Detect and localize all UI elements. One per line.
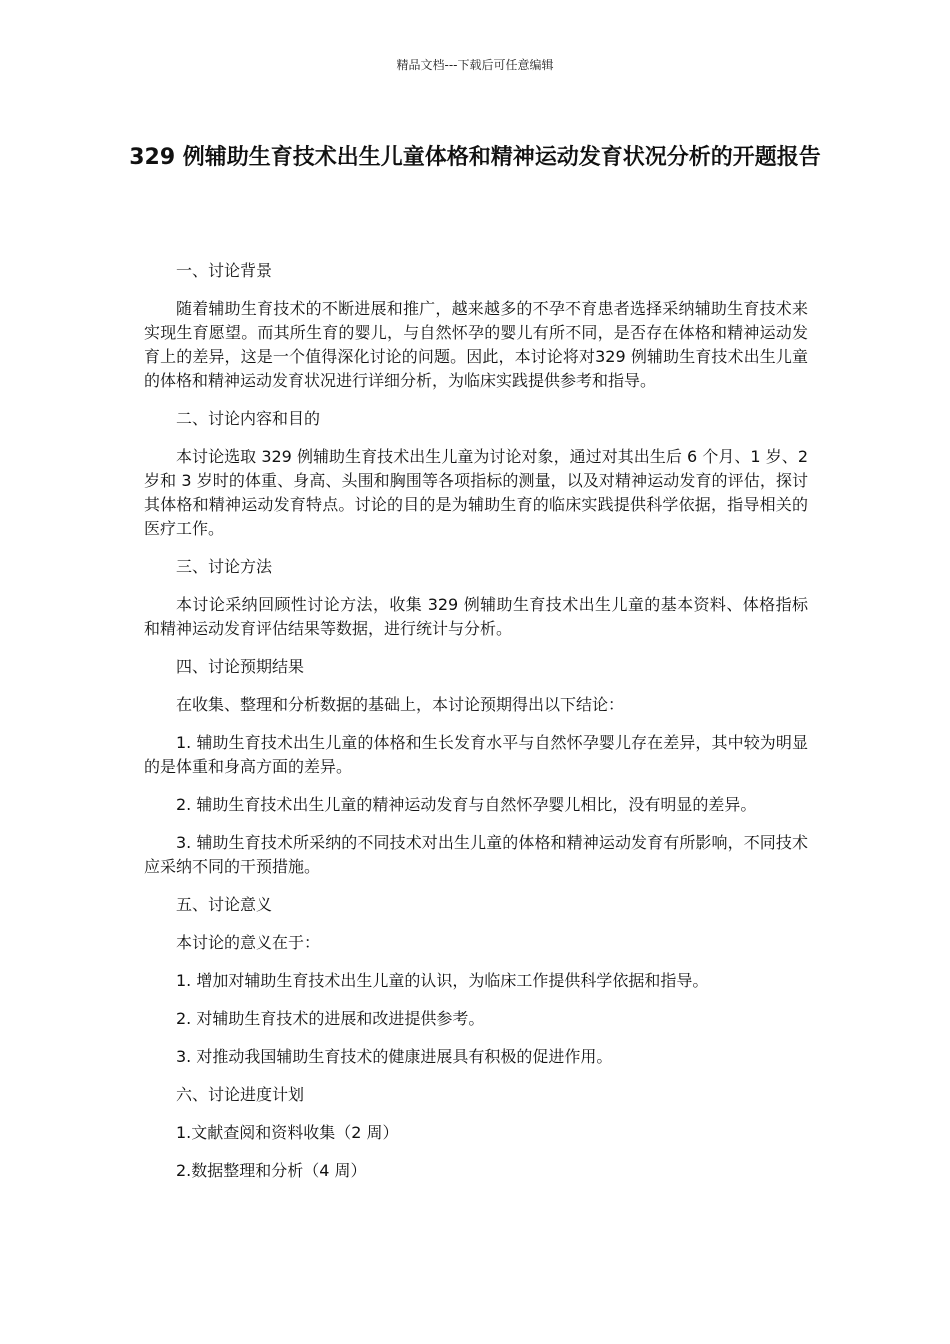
paragraph: 本讨论选取 329 例辅助生育技术出生儿童为讨论对象，通过对其出生后 6 个月、1 岁、2 岁和 3 岁时的体重、身高、头围和胸围等各项指标的测量，以及对精神运动发育的评估，探讨其体格和精神运动发育特点。讨论的目的是为辅助生育的临床实践提供科学依据，指导相关的医疗工作。 xyxy=(144,447,808,538)
paragraph: 随着辅助生育技术的不断进展和推广，越来越多的不孕不育患者选择采纳辅助生育技术来实现生育愿望。而其所生育的婴儿，与自然怀孕的婴儿有所不同，是否存在体格和精神运动发育上的差异，这是一个值得深化讨论的问题。因此，本讨论将对329 例辅助生育技术出生儿童的体格和精神运动发育状况进行详细分析，为临床实践提供参考和指导。 xyxy=(144,299,808,390)
header-note: 精品文档---下载后可任意编辑 xyxy=(396,58,554,72)
list-item: 1. 辅助生育技术出生儿童的体格和生长发育水平与自然怀孕婴儿存在差异，其中较为明显的是体重和身高方面的差异。 xyxy=(144,733,808,776)
paragraph: 本讨论的意义在于： xyxy=(176,933,321,952)
list-item: 1. 增加对辅助生育技术出生儿童的认识，为临床工作提供科学依据和指导。 xyxy=(176,971,709,990)
document-title: 329 例辅助生育技术出生儿童体格和精神运动发育状况分析的开题报告 xyxy=(129,145,821,170)
section-heading-background: 一、讨论背景 xyxy=(176,261,273,280)
section-heading-expected-results: 四、讨论预期结果 xyxy=(176,657,305,676)
section-heading-schedule: 六、讨论进度计划 xyxy=(176,1085,305,1104)
list-item: 3. 对推动我国辅助生育技术的健康进展具有积极的促进作用。 xyxy=(176,1047,613,1066)
section-heading-content-purpose: 二、讨论内容和目的 xyxy=(176,409,321,428)
document-body xyxy=(144,259,808,1197)
list-item: 2.数据整理和分析（4 周） xyxy=(176,1161,367,1180)
paragraph: 本讨论采纳回顾性讨论方法，收集 329 例辅助生育技术出生儿童的基本资料、体格指标和精神运动发育评估结果等数据，进行统计与分析。 xyxy=(144,595,808,638)
list-item: 2. 对辅助生育技术的进展和改进提供参考。 xyxy=(176,1009,485,1028)
list-item: 1.文献查阅和资料收集（2 周） xyxy=(176,1123,399,1142)
section-heading-method: 三、讨论方法 xyxy=(176,557,273,576)
paragraph: 在收集、整理和分析数据的基础上，本讨论预期得出以下结论： xyxy=(176,695,625,714)
list-item: 3. 辅助生育技术所采纳的不同技术对出生儿童的体格和精神运动发育有所影响，不同技术应采纳不同的干预措施。 xyxy=(144,833,808,876)
list-item: 2. 辅助生育技术出生儿童的精神运动发育与自然怀孕婴儿相比，没有明显的差异。 xyxy=(176,795,757,814)
section-heading-significance: 五、讨论意义 xyxy=(176,895,273,914)
